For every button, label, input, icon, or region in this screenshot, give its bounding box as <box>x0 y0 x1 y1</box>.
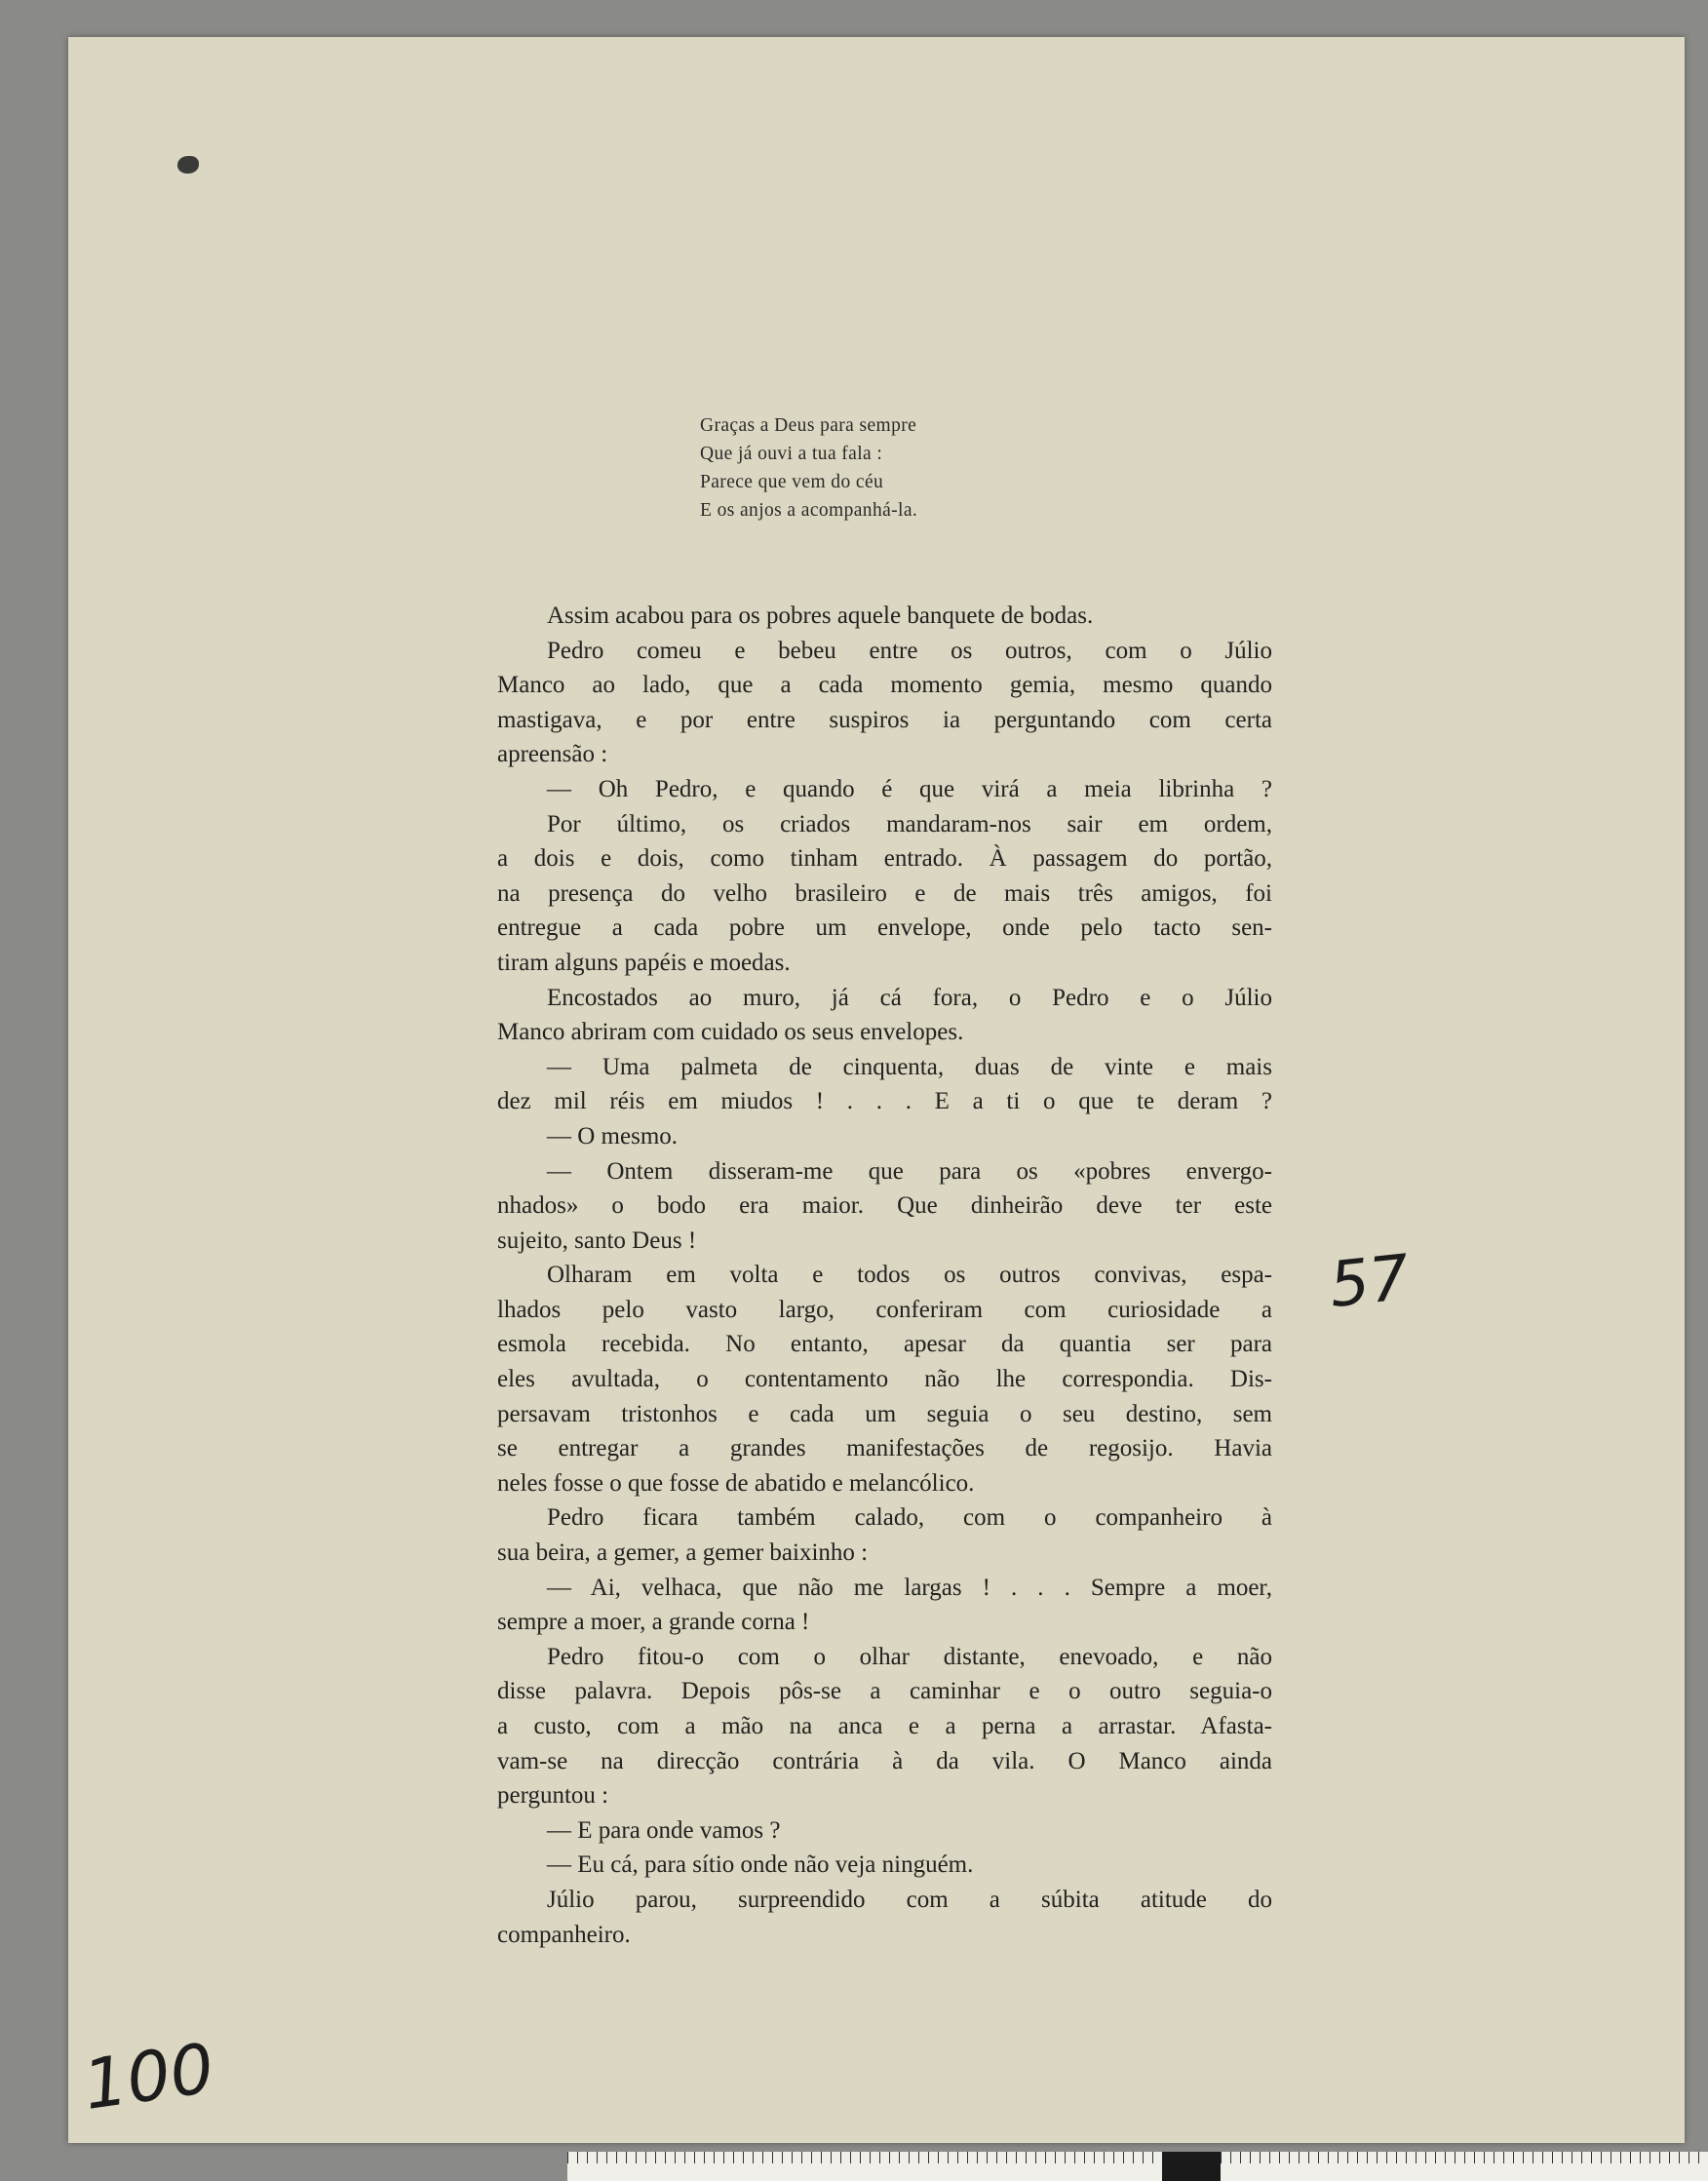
prose-line: — O mesmo. <box>547 1122 679 1149</box>
prose-line: a dois e dois, como tinham entrado. À passagem do portão, <box>497 845 1272 873</box>
prose-line: dez mil réis em miudos ! . . . E a ti o que te deram ? <box>497 1088 1272 1115</box>
prose-line: — Uma palmeta de cinquenta, duas de vinte e mais <box>547 1053 1272 1080</box>
prose-line: tiram alguns papéis e moedas. <box>497 949 791 976</box>
prose-line: esmola recebida. No entanto, apesar da quantia ser para <box>497 1331 1272 1358</box>
prose-line: Manco abriram com cuidado os seus envelopes. <box>497 1019 964 1046</box>
prose-line: Assim acabou para os pobres aquele banquete de bodas. <box>547 603 1094 629</box>
prose-line: Olharam em volta e todos os outros convivas, espa- <box>547 1262 1272 1289</box>
prose-line: — Eu cá, para sítio onde não veja ninguém. <box>547 1851 974 1879</box>
verse-line: Parece que vem do céu <box>700 472 884 492</box>
prose-line: a custo, com a mão na anca e a perna a arrastar. Afasta- <box>497 1713 1272 1739</box>
prose-line: nhados» o bodo era maior. Que dinheirão deve ter este <box>497 1192 1272 1220</box>
verse-line: Que já ouvi a tua fala : <box>700 444 883 464</box>
ruler-segment <box>567 2152 1162 2181</box>
prose-line: Manco ao lado, que a cada momento gemia, mesmo quando <box>497 672 1272 699</box>
prose-line: entregue a cada pobre um envelope, onde pelo tacto sen- <box>497 915 1272 942</box>
ruler-segment <box>1162 2152 1221 2181</box>
prose-line: mastigava, e por entre suspiros ia perguntando com certa <box>497 706 1272 733</box>
prose-line: Júlio parou, surpreendido com a súbita atitude do <box>547 1886 1272 1913</box>
prose-line: — Oh Pedro, e quando é que virá a meia librinha ? <box>547 775 1272 802</box>
prose-line: Pedro comeu e bebeu entre os outros, com o Júlio <box>547 637 1272 664</box>
prose-line: vam-se na direcção contrária à da vila. O Manco ainda <box>497 1747 1272 1774</box>
ruler-segment <box>1221 2152 1708 2181</box>
prose-line: lhados pelo vasto largo, conferiram com curiosidade a <box>497 1296 1272 1323</box>
prose-body <box>497 599 1272 1952</box>
prose-line: sempre a moer, a grande corna ! <box>497 1609 810 1636</box>
prose-line: Por último, os criados mandaram-nos sair em ordem, <box>547 810 1272 837</box>
prose-line: perguntou : <box>497 1782 609 1810</box>
prose-line: eles avultada, o contentamento não lhe correspondia. Dis- <box>497 1366 1272 1393</box>
handwritten-page-number: 100 <box>78 2028 219 2125</box>
prose-line: — Ontem disseram-me que para os «pobres envergo- <box>547 1157 1272 1185</box>
punch-hole <box>177 156 199 174</box>
prose-line: persavam tristonhos e cada um seguia o seu destino, sem <box>497 1400 1272 1427</box>
document-page <box>68 37 1685 2143</box>
prose-line: — E para onde vamos ? <box>547 1816 781 1844</box>
verse-line: E os anjos a acompanhá-la. <box>700 500 918 521</box>
handwritten-page-mark: 57 <box>1326 1241 1414 1323</box>
prose-line: na presença do velho brasileiro e de mais três amigos, foi <box>497 879 1272 907</box>
prose-line: Pedro ficara também calado, com o companheiro à <box>547 1504 1272 1532</box>
prose-line: apreensão : <box>497 741 608 768</box>
verse-line: Graças a Deus para sempre <box>700 415 917 436</box>
prose-line: se entregar a grandes manifestações de regosijo. Havia <box>497 1435 1272 1462</box>
scale-ruler <box>567 2152 1708 2181</box>
prose-line: neles fosse o que fosse de abatido e melancólico. <box>497 1469 975 1497</box>
prose-line: sua beira, a gemer, a gemer baixinho : <box>497 1539 869 1567</box>
prose-line: Encostados ao muro, já cá fora, o Pedro e o Júlio <box>547 984 1272 1011</box>
prose-line: — Ai, velhaca, que não me largas ! . . . Sempre a moer, <box>547 1574 1272 1601</box>
prose-line: companheiro. <box>497 1921 631 1948</box>
prose-line: disse palavra. Depois pôs-se a caminhar e o outro seguia-o <box>497 1678 1272 1705</box>
prose-line: Pedro fitou-o com o olhar distante, enevoado, e não <box>547 1643 1272 1670</box>
verse-stanza <box>700 411 917 525</box>
prose-line: sujeito, santo Deus ! <box>497 1227 697 1254</box>
